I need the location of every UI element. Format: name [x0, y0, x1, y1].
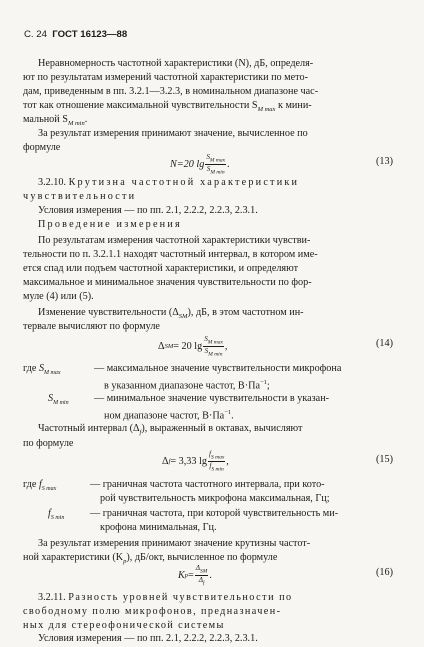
equation-14-number: (14) — [376, 338, 393, 349]
where-14-b-line-1: — минимальное значение чувствительности в указан- — [94, 393, 330, 404]
where-15-a-symbol: где $f_{S max}$ — [23, 479, 57, 493]
where-15-a-line-1: — граничная частота частотного интервала, при кото- — [90, 479, 325, 490]
where-14-a-line-2: в указанном диапазоне частот, $В\cdot Па^{-1}$; — [104, 379, 270, 392]
section-3-2-10-subheading: Проведение измерения — [38, 219, 182, 230]
where-15-b-line-2: крофона минимальная, Гц. — [100, 522, 217, 533]
s3210-body-1: По результатам измерения частотной характеристики чувстви- — [38, 235, 311, 246]
equation-13: N=20 lg $\frac{S_{M max}}{S_{M min}}$ . — [170, 153, 230, 176]
s3210-body-4: максимальное и минимальное значения чувствительности по фор- — [23, 277, 312, 288]
section-3-2-10-conditions: Условия измерения — по пп. 2.1, 2.2.2, 2.2.3, 2.3.1. — [38, 205, 258, 216]
page-header — [24, 28, 127, 42]
equation-13-number: (13) — [376, 156, 393, 167]
section-3-2-11-title-2: свободному полю микрофонов, предназначен- — [23, 606, 282, 617]
equation-16-number: (16) — [376, 567, 393, 578]
slope-line-1: За результат измерения принимают значение крутизны частот- — [38, 538, 311, 549]
where-15-b-line-1: — граничная частота, при которой чувствительность ми- — [90, 508, 339, 519]
p2-line1: За результат измерения принимают значение, вычисленное по — [38, 128, 308, 139]
s3210-change-1: Изменение чувствительности $(\Delta_{SM})$, дБ, в этом частотном ин- — [38, 307, 304, 321]
slope-line-2: ной характеристики $(K_p)$, дБ/окт, вычисленное по формуле — [23, 552, 278, 566]
where-15-a-line-2: рой чувствительность микрофона максимальная, Гц; — [100, 493, 330, 504]
page-number: С. 24 — [24, 29, 47, 40]
section-3-2-11-title-3: ных для стереофонической системы — [23, 620, 225, 631]
equation-16: K p = $\frac{\Delta_{SM}}{\Delta_f}$ . — [178, 564, 212, 587]
equation-15: Δ f = 3,33 lg $\frac{f_{S max}}{f_{S min}}$ , — [162, 450, 229, 473]
s3210-body-5: муле (4) или (5). — [23, 291, 94, 302]
interval-line-1: Частотный интервал $(\Delta_f)$, выраженный в октавах, вычисляют — [38, 423, 303, 437]
where-14-a-symbol: где $S_{M max}$ — [23, 363, 61, 377]
s3210-body-2: тельности по п. 3.2.1.1 находят частотный интервал, в котором име- — [23, 249, 318, 260]
p1-line3: дам, приведенным в пп. 3.2.1—3.2.3, в номинальном диапазоне час- — [23, 86, 319, 97]
p1-line1: Неравномерность частотной характеристики (N), дБ, определя- — [38, 58, 314, 69]
section-3-2-10-title: 3.2.10. Крутизна частотной характеристики — [38, 177, 300, 188]
where-14-b-line-2: ном диапазоне частот, $В\cdot Па^{-1}$. — [104, 409, 234, 422]
p1-line2: ют по результатам измерений частотной характеристики по мето- — [23, 72, 308, 83]
standard-id: ГОСТ 16123—88 — [52, 29, 128, 40]
section-3-2-11-conditions: Условия измерения — по пп. 2.1, 2.2.2, 2.2.3, 2.3.1. — [38, 633, 258, 644]
p1-line5: мальной $S_{M min}$. — [23, 114, 88, 128]
interval-line-2: по формуле — [23, 438, 74, 449]
where-14-b-symbol: $S_{M min}$ — [48, 393, 69, 407]
equation-14: Δ SM = 20 lg $\frac{S_{M max}}{S_{M min}}$ , — [158, 335, 228, 358]
where-15-b-symbol: $f_{S min}$ — [48, 508, 65, 522]
where-14-a-line-1: — максимальное значение чувствительности микрофона — [94, 363, 342, 374]
s3210-change-2: тервале вычисляют по формуле — [23, 321, 160, 332]
section-3-2-11-title-1: 3.2.11. Разность уровней чувствительности по — [38, 592, 293, 603]
p1-line4: тот как отношение максимальной чувствительности $S_{M max}$ к мини- — [23, 100, 312, 114]
section-3-2-10-title-2: чувствительности — [23, 191, 137, 202]
s3210-body-3: ется спад или подъем частотной характеристики, и определяют — [23, 263, 299, 274]
equation-15-number: (15) — [376, 454, 393, 465]
p2-line2: формуле — [23, 142, 61, 153]
